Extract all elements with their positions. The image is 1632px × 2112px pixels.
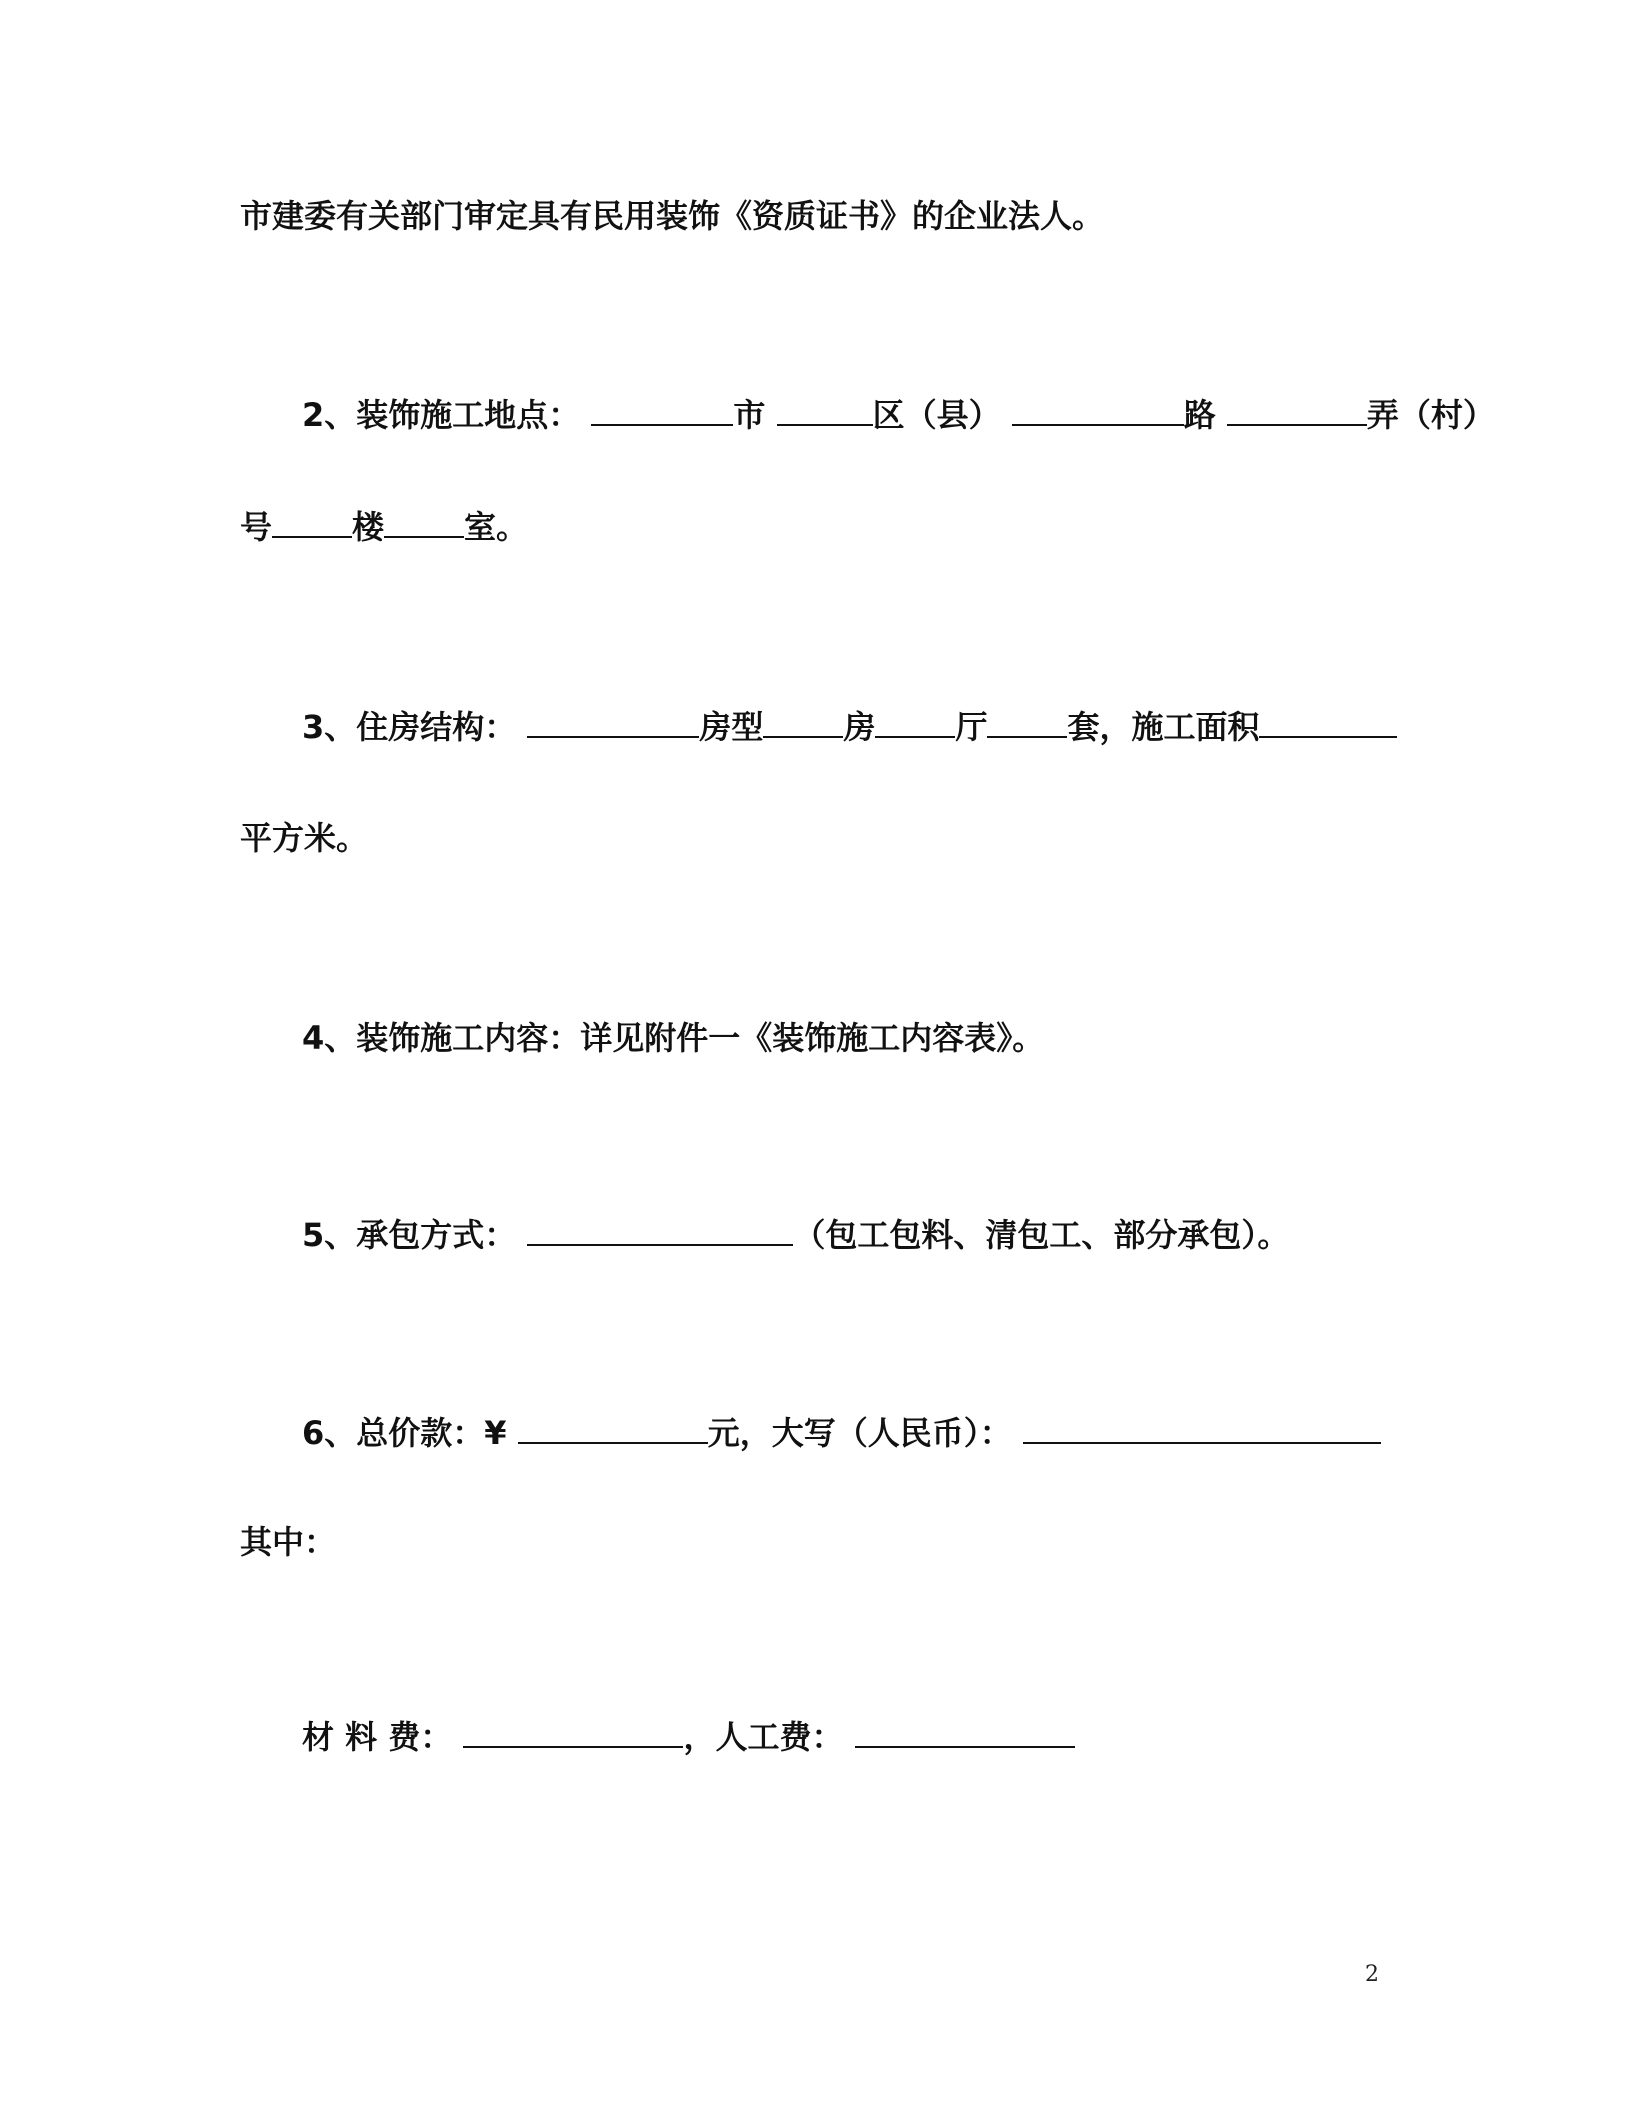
lane-blank[interactable]: [1227, 394, 1367, 426]
material-fee-blank[interactable]: [463, 1716, 683, 1748]
building-text: 楼: [352, 508, 385, 546]
item5-line: [302, 1214, 1289, 1254]
item3-line1: [302, 706, 1397, 746]
item5-options: （包工包料、清包工、部分承包）。: [793, 1216, 1290, 1254]
item6-line2: [240, 1522, 336, 1562]
structure-blank[interactable]: [527, 706, 699, 738]
yuan-text: 元，大写（人民币）：: [707, 1414, 1012, 1452]
contract-mode-blank[interactable]: [527, 1214, 793, 1246]
number-blank[interactable]: [272, 506, 352, 538]
material-fee-label: 材 料 费：: [302, 1718, 453, 1756]
item6-label: 6、总价款：¥: [302, 1414, 507, 1452]
item2-line2: [240, 506, 528, 546]
area-blank[interactable]: [1259, 706, 1397, 738]
item4-text: 4、装饰施工内容：详见附件一《装饰施工内容表》。: [302, 1019, 1045, 1057]
road-blank[interactable]: [1012, 394, 1184, 426]
labor-fee-blank[interactable]: [855, 1716, 1075, 1748]
number-text: 号: [240, 508, 273, 546]
item3-label: 3、住房结构：: [302, 708, 517, 746]
room-count-text: 房: [843, 708, 876, 746]
type-blank[interactable]: [763, 706, 843, 738]
item4-line: [302, 1018, 1044, 1058]
item2-line1: [302, 394, 1495, 434]
room-text: 室。: [464, 508, 529, 546]
lane-text: 弄（村）: [1366, 396, 1495, 434]
total-price-words-blank[interactable]: [1023, 1412, 1381, 1444]
item3-line2: [240, 818, 368, 858]
hall-text: 厅: [955, 708, 988, 746]
item5-label: 5、承包方式：: [302, 1216, 517, 1254]
type-text: 房型: [699, 708, 764, 746]
item6-line1: [302, 1412, 1381, 1452]
room-count-blank[interactable]: [875, 706, 955, 738]
fees-line: [302, 1716, 1075, 1756]
road-text: 路: [1183, 396, 1216, 434]
district-blank[interactable]: [777, 394, 873, 426]
page-number: 2: [1365, 1962, 1379, 1987]
building-blank[interactable]: [384, 506, 464, 538]
suite-text: 套，施工面积: [1067, 708, 1260, 746]
intro-text: 市建委有关部门审定具有民用装饰《资质证书》的企业法人。: [240, 197, 1105, 235]
total-price-blank[interactable]: [518, 1412, 708, 1444]
item2-label: 2、装饰施工地点：: [302, 396, 581, 434]
intro-paragraph: [240, 196, 1104, 236]
labor-fee-label: ，人工费：: [683, 1718, 844, 1756]
among-text: 其中：: [240, 1523, 337, 1561]
city-blank[interactable]: [591, 394, 733, 426]
district-text: 区（县）: [872, 396, 1001, 434]
city-text: 市: [733, 396, 766, 434]
hall-blank[interactable]: [987, 706, 1067, 738]
area-unit-text: 平方米。: [240, 819, 369, 857]
